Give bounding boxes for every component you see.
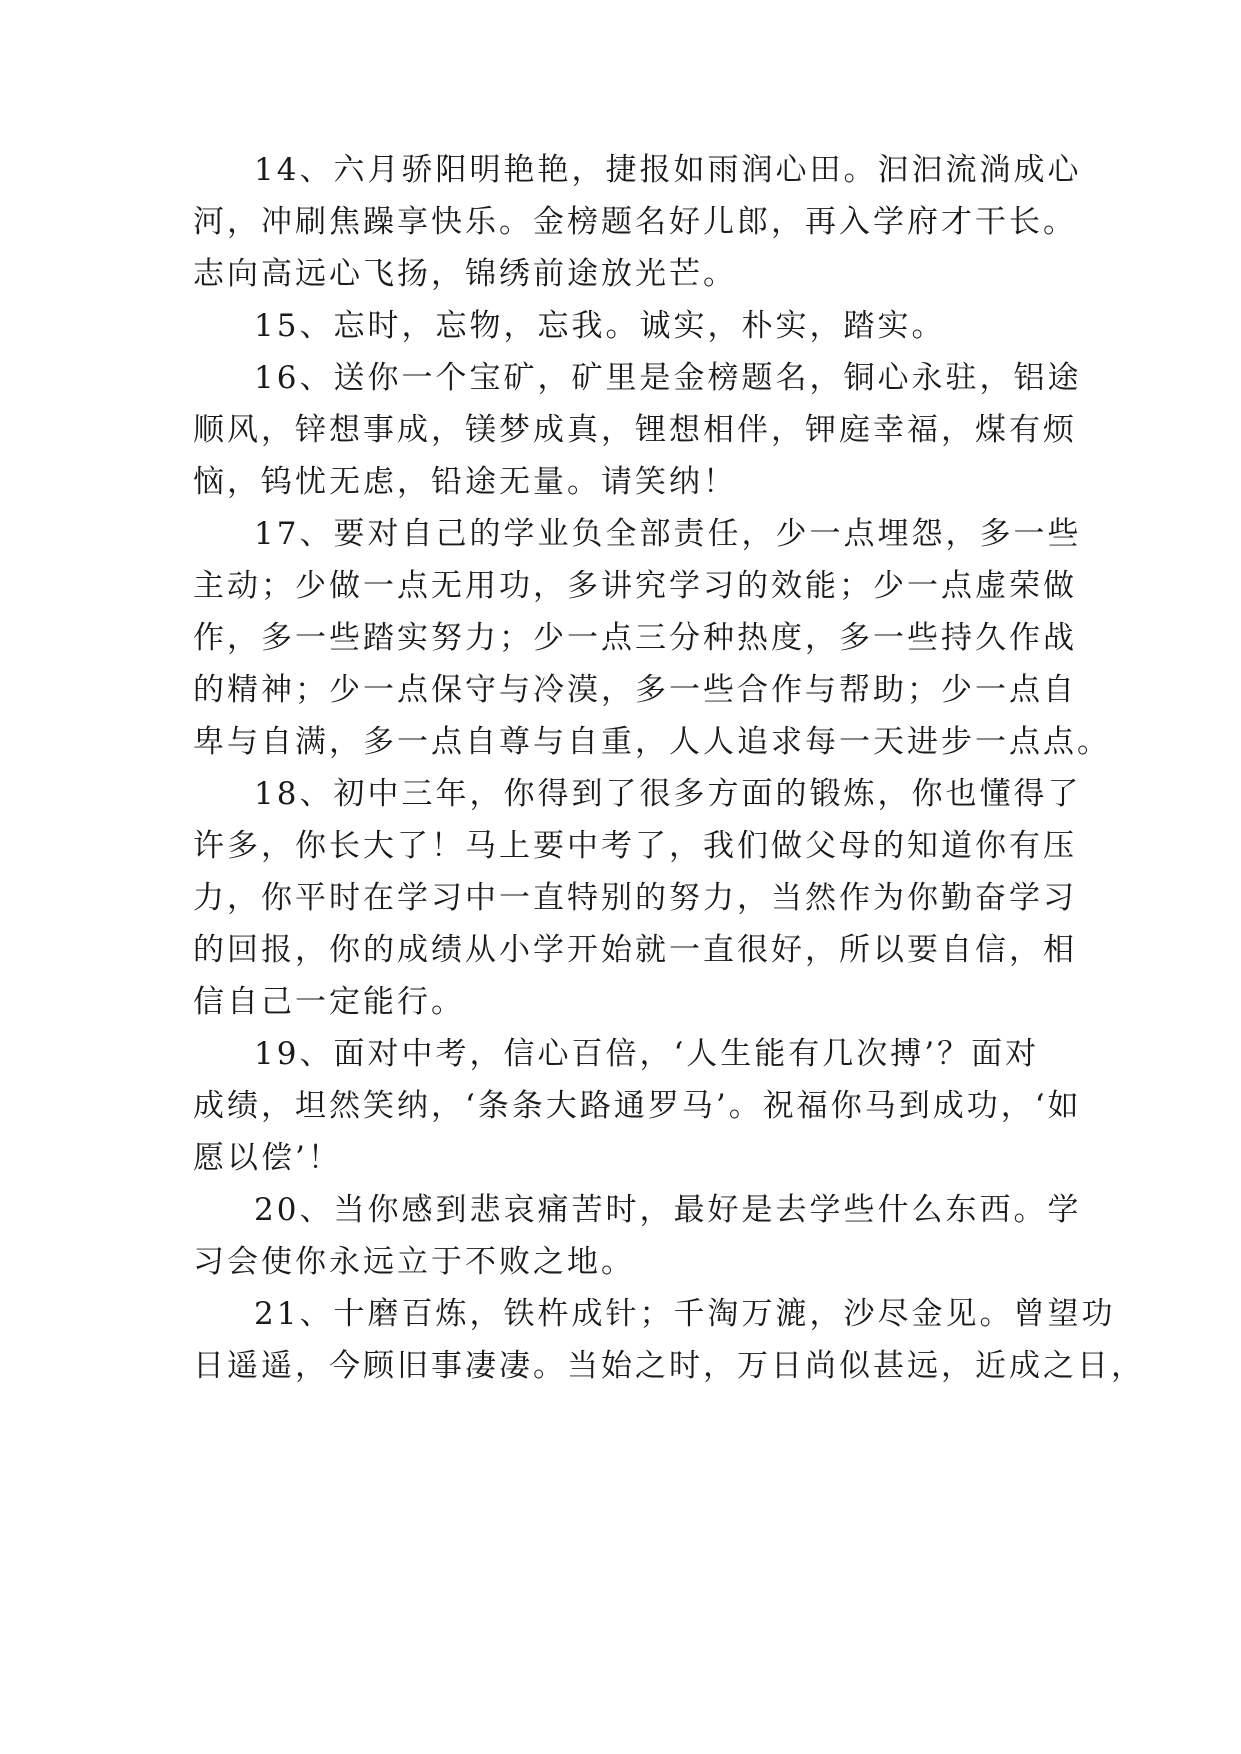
text-line: 的回报，你的成绩从小学开始就一直很好，所以要自信，相 bbox=[193, 932, 1077, 968]
text-line: 成绩，坦然笑纳，‘条条大路通罗马’。祝福你马到成功，‘如 bbox=[193, 1088, 1082, 1124]
text-line: 17、要对自己的学业负全部责任，少一点埋怨，多一些 bbox=[254, 516, 1082, 552]
text-line: 14、六月骄阳明艳艳，捷报如雨润心田。汩汩流淌成心 bbox=[254, 152, 1082, 188]
text-line: 力，你平时在学习中一直特别的努力，当然作为你勤奋学习 bbox=[193, 880, 1077, 916]
text-line: 的精神；少一点保守与冷漠，多一些合作与帮助；少一点自 bbox=[193, 672, 1077, 708]
text-line: 作，多一些踏实努力；少一点三分种热度，多一些持久作战 bbox=[193, 620, 1077, 656]
text-line: 16、送你一个宝矿，矿里是金榜题名，铜心永驻，铝途 bbox=[254, 360, 1082, 396]
text-line: 15、忘时，忘物，忘我。诚实，朴实，踏实。 bbox=[254, 308, 946, 344]
text-line: 21、十磨百炼，铁杵成针；千淘万漉，沙尽金见。曾望功 bbox=[254, 1296, 1116, 1332]
text-line: 顺风，锌想事成，镁梦成真，锂想相伴，钾庭幸福，煤有烦 bbox=[193, 412, 1077, 448]
text-line: 志向高远心飞扬，锦绣前途放光芒。 bbox=[193, 256, 737, 292]
text-line: 愿以偿’！ bbox=[193, 1140, 342, 1176]
text-line: 卑与自满，多一点自尊与自重，人人追求每一天进步一点点。 bbox=[193, 724, 1111, 760]
text-line: 河，冲刷焦躁享快乐。金榜题名好儿郎，再入学府才干长。 bbox=[193, 204, 1077, 240]
text-line: 20、当你感到悲哀痛苦时，最好是去学些什么东西。学 bbox=[254, 1192, 1082, 1228]
text-line: 恼，钨忧无虑，铅途无量。请笑纳！ bbox=[193, 464, 737, 500]
text-line: 习会使你永远立于不败之地。 bbox=[193, 1244, 635, 1280]
text-line: 信自己一定能行。 bbox=[193, 984, 465, 1020]
text-line: 主动；少做一点无用功，多讲究学习的效能；少一点虚荣做 bbox=[193, 568, 1077, 604]
text-line: 日遥遥，今顾旧事凄凄。当始之时，万日尚似甚远，近成之日， bbox=[193, 1348, 1145, 1384]
text-line: 18、初中三年，你得到了很多方面的锻炼，你也懂得了 bbox=[254, 776, 1082, 812]
text-line: 许多，你长大了！马上要中考了，我们做父母的知道你有压 bbox=[193, 828, 1077, 864]
text-line: 19、面对中考，信心百倍，‘人生能有几次搏’？面对 bbox=[254, 1036, 1040, 1072]
